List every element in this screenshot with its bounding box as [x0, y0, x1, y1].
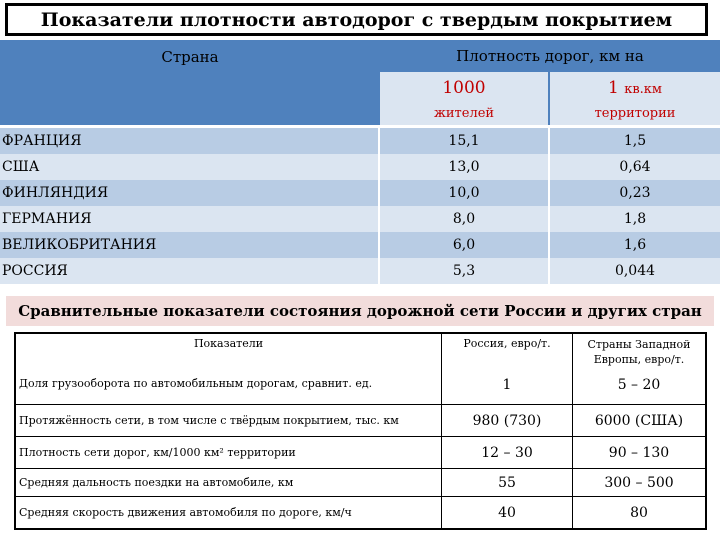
per-km2-cell: 0,044 [550, 258, 720, 284]
west-europe-value-text: 90 – 130 [608, 444, 670, 461]
comparison-section-title-text: Сравнительные показатели состояния дорожной сети России и других стран [18, 302, 702, 320]
per-km2-cell: 0,64 [550, 154, 720, 180]
russia-value [442, 497, 572, 528]
country-cell: ФИНЛЯНДИЯ [0, 180, 378, 206]
column-header-west-europe [573, 337, 705, 373]
indicator-label-text: Доля грузооборота по автомобильным дорогам, сравнит. ед. [19, 376, 373, 390]
indicator-label [16, 372, 441, 394]
russia-value-text: 12 – 30 [481, 444, 533, 461]
page-title-text: Показатели плотности автодорог с твердым покрытием [40, 8, 673, 31]
subheader-per-1000 [380, 72, 548, 127]
road-density-table [0, 40, 720, 290]
table-row [0, 128, 720, 154]
russia-value [442, 405, 572, 436]
per-1000-cell: 13,0 [380, 154, 548, 180]
per-1000-cell: 8,0 [380, 206, 548, 232]
russia-value [442, 437, 572, 468]
indicator-label-text: Плотность сети дорог, км/1000 км² территории [19, 446, 296, 459]
west-europe-value-text: 6000 (США) [594, 412, 684, 429]
table-row [0, 180, 720, 206]
west-europe-value [573, 497, 705, 528]
per-1000-cell: 10,0 [380, 180, 548, 206]
russia-value-text: 1 [502, 377, 512, 393]
subheader-per-km2 [550, 72, 720, 127]
table-row [0, 258, 720, 284]
indicator-label-text: Средняя скорость движения автомобиля по дороге, км/ч [19, 506, 352, 519]
table-row [0, 206, 720, 232]
subheader-per-km2-number [550, 78, 720, 98]
table-row [0, 232, 720, 258]
west-europe-value [573, 469, 705, 496]
country-cell: ГЕРМАНИЯ [0, 206, 378, 232]
column-header-country [0, 40, 380, 125]
indicator-label-text: Средняя дальность поездки на автомобиле, км [19, 476, 294, 489]
column-header-country-label: Страна [161, 48, 219, 66]
column-header-density [380, 40, 720, 72]
page-title [5, 3, 708, 36]
subheader-per-km2-unit: территории [594, 106, 676, 121]
country-cell: США [0, 154, 378, 180]
column-header-indicators [16, 337, 441, 357]
russia-value-text: 980 (730) [472, 412, 542, 429]
table-row [0, 154, 720, 180]
country-cell: ФРАНЦИЯ [0, 128, 378, 154]
per-km2-cell: 1,8 [550, 206, 720, 232]
column-header-russia [442, 337, 572, 357]
russia-value [442, 372, 572, 398]
indicator-label [16, 405, 441, 436]
indicator-label [16, 437, 441, 468]
indicator-label [16, 469, 441, 496]
per-1000-cell: 6,0 [380, 232, 548, 258]
subheader-per-1000-unit: жителей [433, 106, 495, 121]
indicator-label [16, 497, 441, 528]
west-europe-value-text: 5 – 20 [617, 377, 661, 393]
subheader-per-1000-number: 1000 [442, 78, 486, 98]
column-header-density-label: Плотность дорог, км на [456, 47, 644, 65]
per-km2-cell: 1,6 [550, 232, 720, 258]
subheader-per-km2-unit-label: кв.км [624, 82, 663, 97]
west-europe-value [573, 405, 705, 436]
comparison-section-title [6, 296, 714, 326]
per-km2-cell: 0,23 [550, 180, 720, 206]
country-cell: ВЕЛИКОБРИТАНИЯ [0, 232, 378, 258]
subheader-per-km2-value: 1 [607, 78, 619, 98]
russia-value-text: 55 [498, 474, 516, 491]
russia-value [442, 469, 572, 496]
per-1000-cell: 5,3 [380, 258, 548, 284]
west-europe-value [573, 372, 705, 398]
column-header-indicators-label: Показатели [193, 337, 264, 350]
per-km2-cell: 1,5 [550, 128, 720, 154]
per-1000-cell: 15,1 [380, 128, 548, 154]
russia-value-text: 40 [498, 504, 516, 521]
indicator-label-text: Протяжённость сети, в том числе с твёрдым покрытием, тыс. км [19, 414, 399, 427]
west-europe-value-text: 80 [630, 504, 648, 521]
country-cell: РОССИЯ [0, 258, 378, 284]
west-europe-value [573, 437, 705, 468]
comparison-table [14, 332, 707, 530]
column-header-west-europe-label: Страны Западной Европы, евро/т. [587, 338, 691, 366]
column-header-russia-label: Россия, евро/т. [463, 337, 551, 350]
west-europe-value-text: 300 – 500 [604, 474, 674, 491]
